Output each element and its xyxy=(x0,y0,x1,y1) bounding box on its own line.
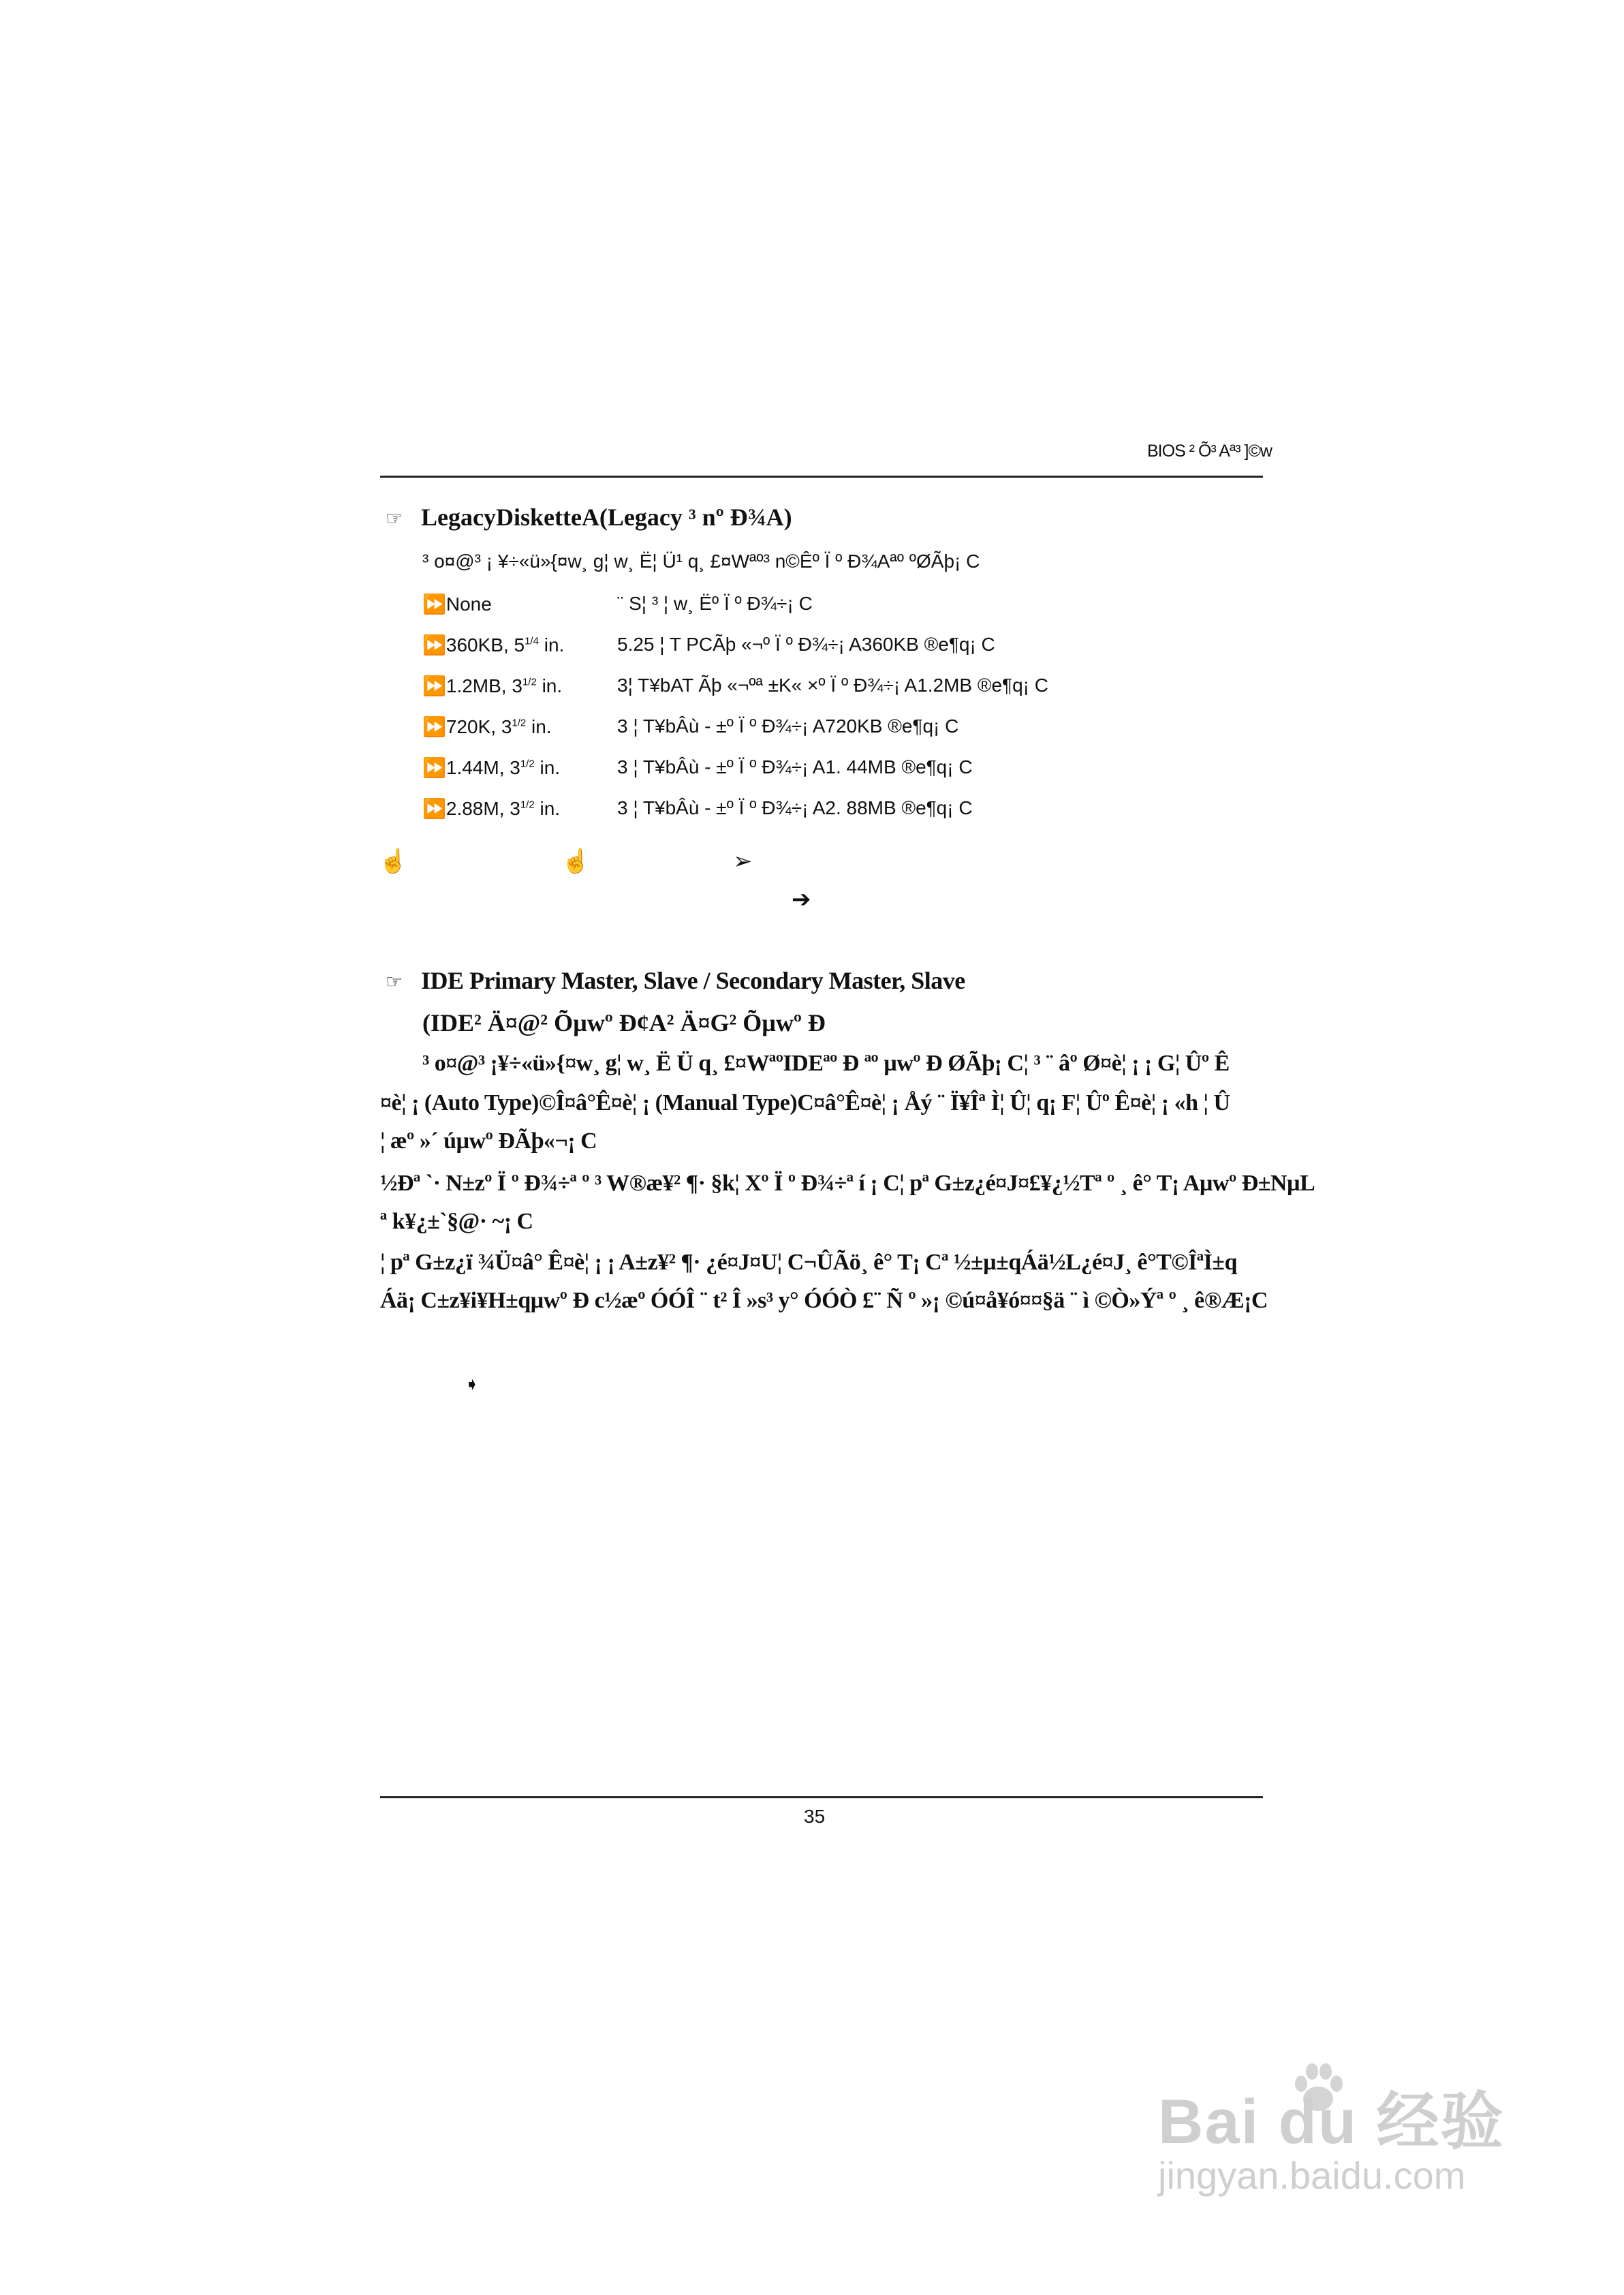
section-title-legacy-diskette: LegacyDisketteA(Legacy ³ nº Ð¾A) xyxy=(421,504,792,531)
section-subtitle-ide: (IDE² Ä¤@² Õµwº Ð¢A² Ä¤G² Õµwº Ð xyxy=(422,1009,826,1036)
double-arrow-icon: ⏩ xyxy=(422,798,446,819)
option-description: 3 ¦ T¥bÂù - ±º Ï º Ð¾÷¡ A720KB ®e¶q¡ C xyxy=(617,715,959,737)
double-arrow-icon: ➧ xyxy=(465,1374,480,1394)
paragraph-line: ³ o¤@³ ¡¥÷«ü»{¤w¸ g¦ w¸ Ë Ü q¸ £¤WªºIDEªº Ð ªº µwº Ð ØÃþ¡ C¦ ³ ¨ âº Ø¤è¦ ¡ ¡ G¦ Ûº Ê xyxy=(422,1051,1230,1076)
paragraph-line: ¤è¦ ¡ (Auto Type)©Î¤â°Ê¤è¦ ¡ (Manual Type)C¤â°Ê¤è¦ ¡ Åý ¨ Ï¥Îª Ì¦ Û¦ q¡ F¦ Ûº Ê¤è¦ ¡ «h ¦ Û xyxy=(380,1090,1230,1115)
double-arrow-icon: ⏩ xyxy=(422,757,446,778)
hand-up-icon: ☝ xyxy=(379,848,408,874)
double-arrow-icon: ⏩ xyxy=(422,675,446,696)
paragraph-line: ½Ðª `· N±zº Ï º Ð¾÷ª º ³ W®æ¥² ¶· §k¦ Xº Ï º Ð¾÷ª í ¡ C¦ pª G±z¿é¤J¤£¥¿½Tª º ¸ ê° T¡ Aµwº Ð±NµL xyxy=(380,1171,1315,1196)
paragraph-line: ¦ æº »´ úµwº ÐÃþ«¬¡ C xyxy=(380,1128,597,1154)
option-description: 5.25 ¦ T PCÃþ «¬º Ï º Ð¾÷¡ A360KB ®e¶q¡ C xyxy=(617,634,995,655)
option-description: 3 ¦ T¥bÂù - ±º Ï º Ð¾÷¡ A1. 44MB ®e¶q¡ C xyxy=(617,756,973,777)
paragraph-line: Áä¡ C±z¥i¥H±qµwº Ð c½æº ÓÓÎ ¨ t² Î »s³ y° ÓÓÒ £¨ Ñ º »¡ ©ú¤å¥ó¤¤§ä ¨ ì ©Ò»Ýª º ¸ ê®Æ¡C xyxy=(380,1288,1268,1313)
paragraph-line: ¦ pª G±z¿ï ¾Ü¤â° Ê¤è¦ ¡ ¡ A±z¥² ¶· ¿é¤J¤U¦ C¬ÛÃö¸ ê° T¡ Cª ½±µ±qÁä½L¿é¤J¸ ê°T©ÎªÌ±q xyxy=(380,1250,1237,1275)
option-item: ⏩360KB, $5^{1/4}$ in. xyxy=(422,634,565,656)
watermark-brand: Bai du 经验 xyxy=(1158,2087,1505,2157)
section-description: ³ o¤@³ ¡ ¥÷«ü»{¤w¸ g¦ w¸ Ë¦ Ü¹ q¸ £¤Wªº³ n©Êº Ï º Ð¾Aªº ºØÃþ¡ C xyxy=(422,551,980,572)
running-title: BIOS ² Õ³ Aª³ ]©w xyxy=(1147,442,1272,461)
option-description: 3¦ T¥bAT Ãþ «¬ºª ±K« ×º Ï º Ð¾÷¡ A1.2MB ®e¶q¡ C xyxy=(617,675,1048,696)
option-item: ⏩1.2MB, $3^{1/2}$ in. xyxy=(422,675,563,696)
option-item: ⏩720K, $3^{1/2}$ in. xyxy=(422,716,552,737)
paragraph-line: ª k¥¿±`§@· ~¡ C xyxy=(380,1209,533,1234)
section-title-ide: IDE Primary Master, Slave / Secondary Master, Slave xyxy=(421,967,965,994)
double-arrow-icon: ⏩ xyxy=(422,634,446,656)
option-item: ⏩1.44M, $3^{1/2}$ in. xyxy=(422,757,561,778)
double-arrow-icon: ⏩ xyxy=(422,716,446,737)
double-arrow-icon: ⏩ xyxy=(422,594,446,615)
page-number: 35 xyxy=(804,1806,826,1827)
arrowhead-icon: ➢ xyxy=(733,848,753,874)
hand-up-icon: ☝ xyxy=(561,848,591,874)
watermark-url: jingyan.baidu.com xyxy=(1158,2154,1466,2197)
header-rule xyxy=(380,476,1263,478)
option-item: ⏩2.88M, $3^{1/2}$ in. xyxy=(422,798,561,819)
pointing-hand-icon: ☞ xyxy=(386,508,403,529)
option-item: ⏩None xyxy=(422,594,492,615)
pointing-hand-icon: ☞ xyxy=(386,971,403,992)
footer-rule xyxy=(380,1796,1263,1798)
option-description: 3 ¦ T¥bÂù - ±º Ï º Ð¾÷¡ A2. 88MB ®e¶q¡ C xyxy=(617,797,973,818)
right-arrow-icon: ➔ xyxy=(792,887,811,912)
option-description: ¨ S¦ ³ ¦ w¸ Ëº Ï º Ð¾÷¡ C xyxy=(617,593,813,614)
